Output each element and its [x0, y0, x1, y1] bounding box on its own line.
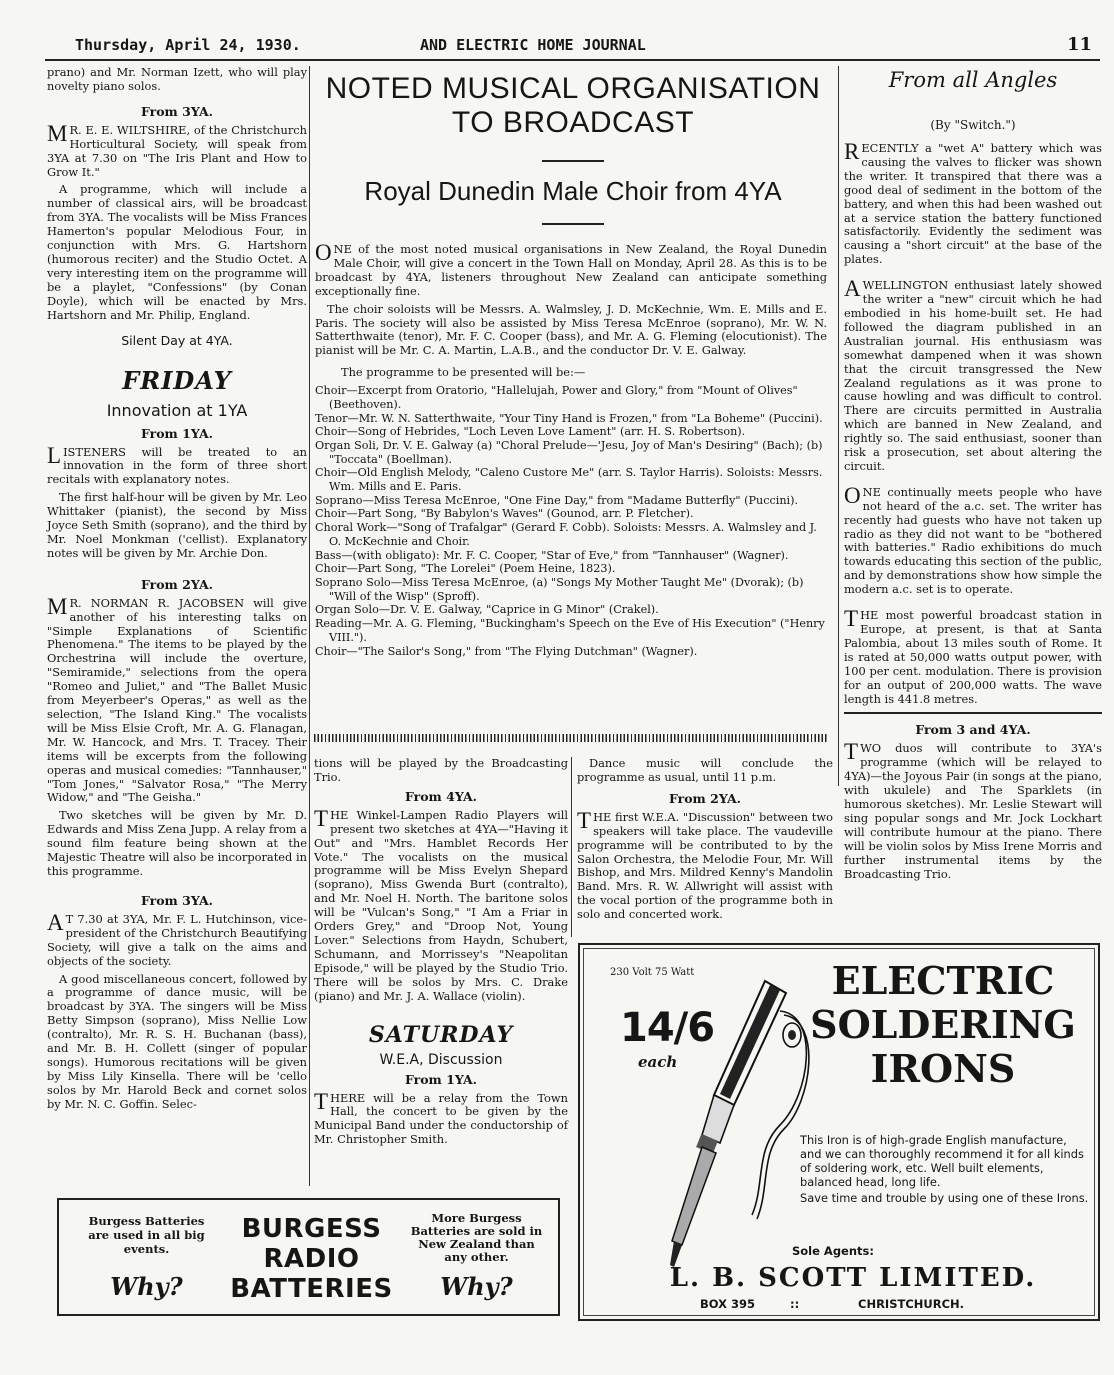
main-subhead: Royal Dunedin Male Choir from 4YA [364, 176, 782, 206]
main-p2: The choir soloists will be Messrs. A. Walmsley, J. D. McKechnie, Wm. E. Mills and E. Paris. The society will also be assisted by Miss Teresa McEnroe (soprano), Mr. W. N. Satterthwaite (tenor), Mr. F. C. Cooper (bass), and Mr. A. G. Fleming (elocutionist). The pianist will be Mr. C. A. Martin, L.A.B., and the conductor Dr. V. E. Galway. [315, 301, 827, 358]
main-headline: NOTED MUSICAL ORGANISATION TO BROADCAST [325, 72, 821, 139]
programme-item: Organ Solo—Dr. V. E. Galway, "Caprice in G Minor" (Crakel). [315, 603, 659, 617]
ad-title [798, 959, 1088, 1091]
programme-item: Choir—"The Sailor's Song," from "The Flying Dutchman" (Wagner). [315, 644, 698, 658]
ad-each: each [638, 1053, 678, 1071]
broadcasting-trio-continuation: tions will be played by the Broadcasting Trio. [314, 756, 568, 784]
programme-item: Choir—Song of Hebrides, "Loch Leven Love Lament" (arr. H. S. Robertson). [315, 425, 746, 439]
main-article-head [312, 72, 834, 225]
wea-heading: W.E.A, Discussion [379, 1051, 503, 1068]
ad-box: BOX 395 [700, 1297, 756, 1311]
concert-paragraph: A good miscellaneous concert, followed by a programme of dance music, will be broadcast by 3YA. The singers will be Miss Betty Simpson (soprano), Miss Nellie Low (contralto), Mr. R. S. H. Buchanan (bass), and Mr. B. H. Collett (singer of popular songs). Humorous recitations will be given by Miss Lily Kinsella. There will be 'cello solos by Mr. Harold Beck and cornet solos by Mr. N. C. Goffin. Selec- [47, 971, 307, 1111]
ad-separator: :: [790, 1297, 800, 1311]
soldering-iron-ad [578, 943, 1100, 1321]
programme-item: Soprano Solo—Miss Teresa McEnroe, (a) "Songs My Mother Taught Me" (Dvorak); (b) "Will of the Wisp" (Sproff). [315, 576, 804, 603]
intro-text: prano) and Mr. Norman Izett, who will play novelty piano solos. [47, 65, 307, 93]
journal-title: AND ELECTRIC HOME JOURNAL [420, 36, 646, 54]
main-p3: The programme to be presented will be:— [341, 365, 586, 380]
angles-p1: RECENTLY a "wet A" battery which was causing the valves to flicker was shown the writer. It transpired that there was a good deal of sediment in the bottom of the battery, and when this had been washed out at a service station the battery functioned satisfactorily. Evidently the sediment was causing a "short circuit" at the base of the plates. [844, 139, 1102, 267]
listeners-paragraph: LISTENERS will be treated to an innovation in the form of three short recitals with explanatory notes. [47, 442, 307, 487]
programme-item: Tenor—Mr. W. N. Satterthwaite, "Your Tiny Hand is Frozen," from "La Boheme" (Puccini). [315, 411, 823, 425]
subhead-divider [542, 223, 604, 225]
ad-city: CHRISTCHURCH. [858, 1297, 965, 1311]
subheading-from-3ya: From 3YA. [140, 103, 214, 119]
ad-save-text: Save time and trouble by using one of these Irons. [800, 1191, 1089, 1205]
burgess-brand-line3: BATTERIES [230, 1274, 393, 1304]
dance-paragraph: Dance music will conclude the programme as usual, until 11 p.m. [577, 756, 833, 784]
programme-item: Choir—Old English Melody, "Caleno Custore Me" (arr. S. Taylor Harris). Soloists: Messrs. Wm. Mills and E. Paris. [315, 466, 823, 494]
burgess-brand-line1: BURGESS [241, 1214, 382, 1244]
programme-item: Organ Soli, Dr. V. E. Galway (a) "Choral Prelude—'Jesu, Joy of Man's Desiring" (Bach); (b) "Toccata" (Boellman). [315, 438, 823, 466]
programme-list [315, 384, 827, 658]
relay-paragraph: THERE will be a relay from the Town Hall, the concert to be given by the Municipal Band under the conductorship of Mr. Christopher Smith. [314, 1088, 568, 1147]
subheading-from-2ya-sat: From 2YA. [668, 790, 742, 806]
headline-divider [542, 160, 604, 162]
ad-desc-text: This Iron is of high-grade English manufacture, and we can thoroughly recommend it for all kinds of soldering work, etc. Well built elements, balanced head, long life. [800, 1133, 1084, 1189]
ad-spec: 230 Volt 75 Watt [610, 967, 695, 978]
column-divider-mid [571, 757, 572, 937]
ad-title-line2: SOLDERING [810, 1002, 1076, 1047]
burgess-why-right: Why? [440, 1272, 513, 1301]
page-number: 11 [1066, 34, 1092, 55]
burgess-brand-line2: RADIO [263, 1244, 360, 1274]
ad-price: 14/6 [620, 1005, 715, 1051]
wea-paragraph: THE first W.E.A. "Discussion" between two speakers will take place. The vaudeville programme will be contributed to by the Salon Orchestra, the Melodie Four, Mr. Will Bishop, and Mrs. Mildred Kenny's Mandolin Band. Mrs. R. W. Allwright will assist with the vocal portion of the programme both in solo and concerted work. [577, 807, 833, 922]
programme-3ya-paragraph: A programme, which will include a number of classical airs, will be broadcast from 3YA. The vocalists will be Miss Frances Hamerton's popular Melodious Four, in conjunction with Mrs. G. Hartshorn (humorous reciter) and the Studio Octet. A very interesting item on the programme will be a playlet, "Confessions" (by Conan Doyle), which will be enacted by Mrs. Hartshorn and Mr. Philip, England. [47, 182, 307, 322]
ad-title-line1: ELECTRIC [831, 958, 1055, 1003]
ad-company: L. B. SCOTT LIMITED. [669, 1263, 1037, 1293]
programme-item: Soprano—Miss Teresa McEnroe, "One Fine Day," from "Madame Butterfly" (Puccini). [315, 493, 799, 507]
subheading-from-3ya-2: From 3YA. [140, 892, 214, 908]
mid-column-1 [314, 757, 568, 1147]
header-rule [45, 59, 1100, 61]
friday-heading: FRIDAY [122, 365, 232, 395]
silent-day-heading: Silent Day at 4YA. [121, 332, 233, 348]
subheading-from-2ya: From 2YA. [140, 576, 214, 592]
angles-p4: THE most powerful broadcast station in Europe, at present, is that at Santa Palombia, about 13 miles south of Rome. It is rated at 50,000 watts output power, with 100 per cent. modulation. There is provision for an output of 200,000 watts. The wave length is 441.8 metres. [844, 606, 1102, 706]
soldering-iron-icon [670, 981, 809, 1267]
wiltshire-paragraph: MR. E. E. WILTSHIRE, of the Christchurch Horticultural Society, will speak from 3YA at 7.30 on "The Iris Plant and How to Grow It." [47, 120, 307, 179]
programme-item: Choir—Excerpt from Oratorio, "Hallelujah, Power and Glory," from "Mount of Olives" (Beethoven). [315, 384, 798, 411]
programme-item: Choir—Part Song, "The Lorelei" (Poem Heine, 1823). [315, 562, 616, 576]
programme-item: Reading—Mr. A. G. Fleming, "Buckingham's Speech on the Eve of His Execution" ("Henry VIII."). [315, 617, 825, 644]
left-column [47, 66, 307, 1112]
hatched-separator [314, 734, 828, 742]
programme-item: Choir—Part Song, "By Babylon's Waves" (Gounod, arr. P. Fletcher). [315, 507, 694, 521]
burgess-left-text: Burgess Batteries are used in all big events. [88, 1214, 205, 1256]
burgess-batteries-ad [57, 1198, 560, 1316]
column-divider-left [309, 66, 310, 1186]
subheading-from-4ya: From 4YA. [404, 788, 478, 804]
burgess-brand [219, 1214, 404, 1304]
mid-column-2 [577, 757, 833, 922]
ad-description [800, 1133, 1090, 1205]
burgess-right-text: More Burgess Batteries are sold in New Zealand than any other. [410, 1211, 543, 1264]
jacobsen-paragraph: MR. NORMAN R. JACOBSEN will give another of his interesting talks on "Simple Explanations of Scientific Phenomena." The items to be played by the Orchestrina will include the overture, "Semiramide," selections from the opera "Romeo and Juliet," and "The Ballet Music from Meyerbeer's Operas," as well as the selection, "The Island King." The vocalists will be Miss Elsie Croft, Mr. A. G. Flanagan, Mr. W. Hancock, and Mrs. T. Tracey. Their items will be excerpts from the following operas and musical comedies: "Tannhauser," "Tom Jones," "Salvator Rosa," "The Merry Widow," and "The Geisha." [47, 593, 307, 805]
soldering-iron-illustration [660, 975, 810, 1275]
byline: (By "Switch.") [930, 118, 1016, 132]
first-half-paragraph: The first half-hour will be given by Mr. Leo Whittaker (pianist), the second by Miss Joyce Seth Smith (soprano), and the third by Mr. Noel Monkman ('cellist). Explanatory notes will be given by Mr. Archie Don. [47, 490, 307, 560]
innovation-heading: Innovation at 1YA [106, 400, 248, 420]
two-sketches-paragraph: Two sketches will be given by Mr. D. Edwards and Miss Zena Jupp. A relay from a sound film feature being shown at the Majestic Theatre will also be incorporated in this programme. [47, 808, 307, 878]
angles-p3: ONE continually meets people who have not heard of the a.c. set. The writer has recently had guests who have not taken up radio as they did not want to be "bothered with batteries." Radio exhibitions do much towards educating this section of the public, and by demonstrations show how simple the modern a.c. set is to operate. [844, 482, 1102, 597]
issue-date: Thursday, April 24, 1930. [75, 36, 301, 54]
angles-rule [844, 712, 1102, 714]
ad-title-line3: IRONS [870, 1046, 1016, 1091]
ad-sole-agents: Sole Agents: [792, 1244, 874, 1258]
saturday-heading: SATURDAY [368, 1021, 514, 1048]
burgess-why-left: Why? [110, 1272, 183, 1301]
programme-item: Bass—(with obligato): Mr. F. C. Cooper, "Star of Eve," from "Tannhauser" (Wagner). [315, 548, 789, 562]
subheading-from-1ya-sat: From 1YA. [404, 1071, 478, 1087]
angles-title: From all Angles [888, 68, 1058, 92]
subheading-from-1ya: From 1YA. [140, 425, 214, 441]
column-divider-right [838, 66, 839, 786]
main-article-body [315, 240, 827, 658]
main-p1: ONE of the most noted musical organisations in New Zealand, the Royal Dunedin Male Choir, will give a concert in the Town Hall on Monday, April 28. As this is to be broadcast by 4YA, listeners throughout New Zealand can anticipate something exceptionally fine. [315, 240, 827, 298]
angles-p2: AWELLINGTON enthusiast lately showed the writer a "new" circuit which he had embodied in his home-built set. He had followed the diagram published in an Australian journal. His enthusiasm was somewhat dampened when it was shown that the circuit transgressed the New Zealand regulations as it was prone to cause howling and was difficult to control. There are circuits permitted in Australia which are banned in New Zealand, and rightly so. The said enthusiast, sooner than risk a prosecution, set about altering the circuit. [844, 276, 1102, 473]
duos-paragraph: TWO duos will contribute to 3YA's programme (which will be relayed to 4YA)—the Joyous Pair (in songs at the piano, with ukulele) and The Sparklets (in humorous sketches). Mr. Leslie Stewart will sing popular songs and Mr. Jock Lockhart will contribute humour at the piano. There will be violin solos by Miss Irene Morris and further instrumental items by the Broadcasting Trio. [844, 739, 1102, 881]
hutchinson-paragraph: AT 7.30 at 3YA, Mr. F. L. Hutchinson, vice-president of the Christchurch Beautifying Society, will give a talk on the aims and objects of the society. [47, 909, 307, 968]
subheading-from-3-4ya: From 3 and 4YA. [915, 722, 1031, 738]
programme-item: Choral Work—"Song of Trafalgar" (Gerard F. Cobb). Soloists: Messrs. A. Walmsley and J. O. McKechnie and Choir. [315, 521, 817, 548]
page-header [70, 34, 1092, 58]
winkel-paragraph: THE Winkel-Lampen Radio Players will present two sketches at 4YA—"Having it Out" and "Mrs. Hamblet Records Her Vote." The vocalists on the musical programme will be Miss Evelyn Shepard (soprano), Miss Gwenda Burt (contralto), and Mr. Noel H. North. The baritone solos will be "Vulcan's Song," "I Am a Friar in Orders Grey," and "Droop Not, Young Lover." Selections from Haydn, Schubert, Schumann, and Morrissey's "Neapolitan Episode," will be played by the Studio Trio. There will be solos by Mrs. C. Drake (piano) and Mr. J. A. Wallace (violin). [314, 805, 568, 1003]
right-column [844, 68, 1102, 882]
